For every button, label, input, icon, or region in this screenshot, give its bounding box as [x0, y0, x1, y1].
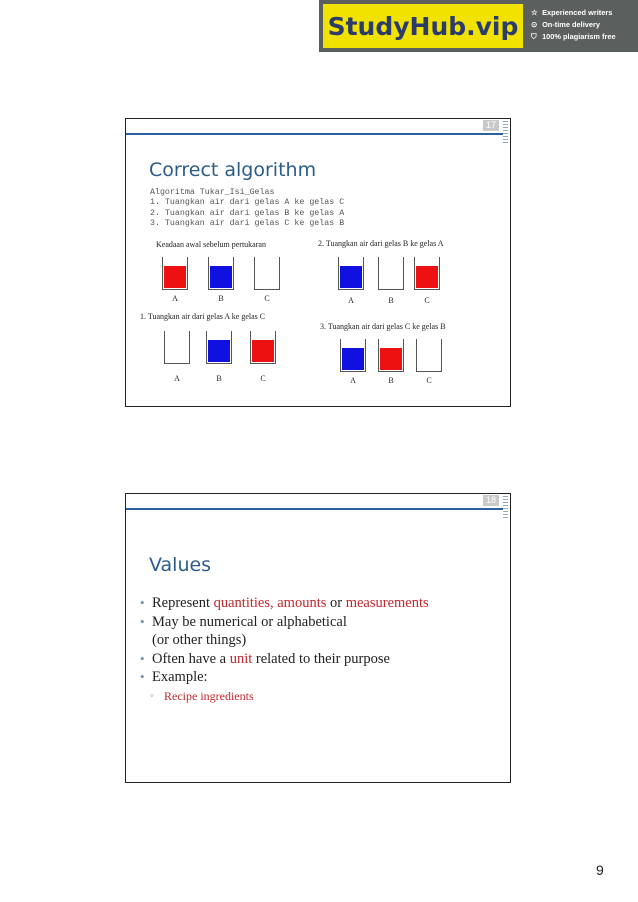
glass-a — [340, 339, 366, 372]
glass-b — [378, 257, 404, 290]
bullet-item: • May be numerical or alphabetical (or other things) — [140, 613, 347, 648]
sub-bullet-item: ◦ Recipe ingredients — [150, 688, 254, 703]
feature-item: ☆ Experienced writers — [531, 8, 613, 17]
shield-check-icon: ⛉ — [531, 32, 537, 41]
clock-icon: ⊙ — [531, 20, 538, 29]
slide-17 — [125, 118, 511, 407]
water-fill — [164, 266, 186, 288]
feature-item: ⊙ On-time delivery — [531, 20, 600, 29]
glass-label: A — [174, 374, 180, 383]
slide-header-line — [126, 133, 504, 135]
diagram-step-label: 1. Tuangkan air dari gelas A ke gelas C — [140, 312, 266, 321]
glass-label: A — [350, 376, 356, 385]
water-fill — [380, 348, 402, 370]
bullet-item: • Represent quantities, amounts or measurements — [140, 595, 429, 611]
slide-18 — [125, 493, 511, 783]
glass-label: C — [424, 296, 430, 305]
glass-c — [250, 331, 276, 364]
glass-label: A — [172, 294, 178, 303]
slide-number: 17 — [483, 120, 499, 131]
slide-header-line — [126, 508, 504, 510]
water-fill — [340, 266, 362, 288]
glass-label: B — [218, 294, 224, 303]
bullet-item: • Example: — [140, 669, 208, 685]
feature-item: ⛉ 100% plagiarism free — [531, 32, 616, 41]
water-fill — [208, 340, 230, 362]
brand-logo[interactable]: StudyHub.vip — [323, 4, 523, 48]
water-fill — [252, 340, 274, 362]
glass-label: A — [348, 296, 354, 305]
water-fill — [416, 266, 438, 288]
diagram-step-label: 3. Tuangkan air dari gelas C ke gelas B — [320, 322, 446, 331]
star-icon: ☆ — [531, 8, 538, 17]
glass-label: B — [388, 376, 394, 385]
water-fill — [342, 348, 364, 370]
glass-label: C — [426, 376, 432, 385]
diagram-step-label: 2. Tuangkan air dari gelas B ke gelas A — [318, 239, 444, 248]
bullet-list — [140, 594, 500, 705]
feature-list — [531, 7, 637, 43]
glass-label: C — [260, 374, 266, 383]
diagram-step-label: Keadaan awal sebelum pertukaran — [156, 240, 266, 249]
glass-b — [206, 331, 232, 364]
slide-title: Correct algorithm — [149, 159, 317, 181]
page-number: 9 — [596, 862, 604, 878]
slide-corner-decoration — [503, 121, 508, 145]
glass-c — [414, 257, 440, 290]
glass-label: C — [264, 294, 270, 303]
glass-c — [416, 339, 442, 372]
algorithm-code: Algoritma Tukar_Isi_Gelas 1. Tuangkan air dari gelas A ke gelas C 2. Tuangkan air dari gelas B ke gelas A 3. Tuangkan air dari gelas C ke gelas B — [150, 188, 345, 229]
glass-b — [208, 257, 234, 290]
glass-a — [162, 257, 188, 290]
slide-number: 18 — [483, 495, 499, 506]
glass-a — [164, 331, 190, 364]
glass-c — [254, 257, 280, 290]
slide-title: Values — [149, 554, 212, 576]
glass-a — [338, 257, 364, 290]
glass-label: B — [216, 374, 222, 383]
water-fill — [210, 266, 232, 288]
bullet-item: • Often have a unit related to their purpose — [140, 650, 390, 667]
slide-corner-decoration — [503, 496, 508, 520]
ad-banner[interactable] — [319, 0, 638, 52]
glass-label: B — [388, 296, 394, 305]
glass-b — [378, 339, 404, 372]
